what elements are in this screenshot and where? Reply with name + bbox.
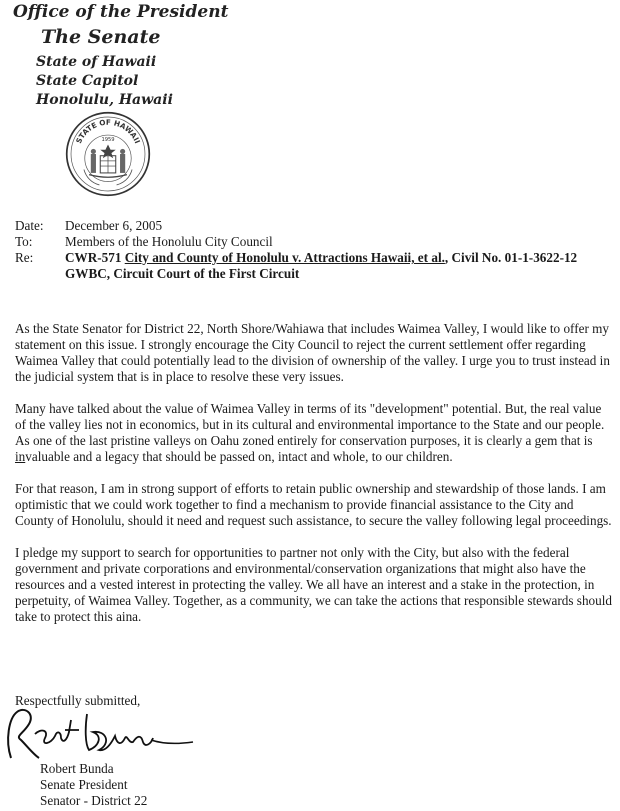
paragraph-2-start: Many have talked about the value of Waimea Valley in terms of its "development" potential. But, the real value of the valley lies not in economics, but in its cultural and environmental importance to the State and our people. As one of the last pristine valleys on Oahu zoned entirely for conservation purposes, it is clearly a gem that is	[15, 401, 605, 448]
memo-header	[15, 218, 615, 282]
re-value	[65, 250, 615, 282]
paragraph-4: I pledge my support to search for opportunities to partner not only with the City, but also with the federal government and private corporations and environmental/conservation organizations that might also have the resources and a vested interest in protecting the valley. We all have an interest and a stake in the protection, in perpetuity, of Waimea Valley. Together, as a community, we can take the actions that responsible stewards should take to protect this aina.	[15, 545, 612, 624]
to-label: To:	[15, 234, 33, 249]
letterhead-city: Honolulu, Hawaii	[36, 92, 173, 108]
memo-re-row	[15, 250, 615, 282]
state-seal	[65, 111, 151, 197]
signer-district: Senator - District 22	[40, 793, 148, 808]
re-suffix: , Civil No. 01-1-3622-12 GWBC, Circuit Court of the First Circuit	[65, 250, 578, 281]
re-label: Re:	[15, 250, 34, 265]
paragraph-2	[15, 401, 613, 465]
signature-block	[40, 761, 147, 809]
paragraph-1: As the State Senator for District 22, North Shore/Wahiawa that includes Waimea Valley, I would like to offer my statement on this issue. I strongly encourage the City Council to reject the current settlement offer regarding Waimea Valley that could potentially lead to the division of ownership of the valley. I urge you to trust instead in the judicial system that is in place to resolve these very issues.	[15, 321, 610, 384]
date-label: Date:	[15, 218, 44, 233]
signer-name: Robert Bunda	[40, 761, 114, 776]
paragraph-2-end: valuable and a legacy that should be passed on, intact and whole, to our children.	[25, 449, 453, 464]
letterhead	[13, 4, 273, 107]
seal-year: 1959	[101, 137, 115, 144]
to-value: Members of the Honolulu City Council	[65, 234, 273, 249]
paragraph-2-underlined: in	[15, 449, 26, 464]
paragraph-3: For that reason, I am in strong support of efforts to retain public ownership and stewardship of those lands. I am optimistic that we could work together to find a mechanism to provide financial assistance to the City and County of Honolulu, should it need and request such assistance, to secure the valley following legal proceedings.	[15, 481, 612, 528]
memo-to-row	[15, 234, 615, 250]
re-case-title: City and County of Honolulu v. Attractions Hawaii, et al.	[124, 250, 445, 265]
seal-text: STATE OF HAWAII	[74, 117, 142, 145]
re-prefix: CWR-571	[65, 250, 122, 265]
letterhead-office: Office of the President	[13, 2, 229, 22]
letterhead-state: State of Hawaii	[36, 54, 157, 70]
letterhead-capitol: State Capitol	[36, 73, 139, 89]
letter-body	[15, 321, 613, 641]
closing-salutation: Respectfully submitted,	[15, 693, 141, 708]
letterhead-senate: The Senate	[41, 26, 161, 48]
memo-date-row	[15, 218, 615, 234]
date-value: December 6, 2005	[65, 218, 163, 233]
signer-title: Senate President	[40, 777, 128, 792]
